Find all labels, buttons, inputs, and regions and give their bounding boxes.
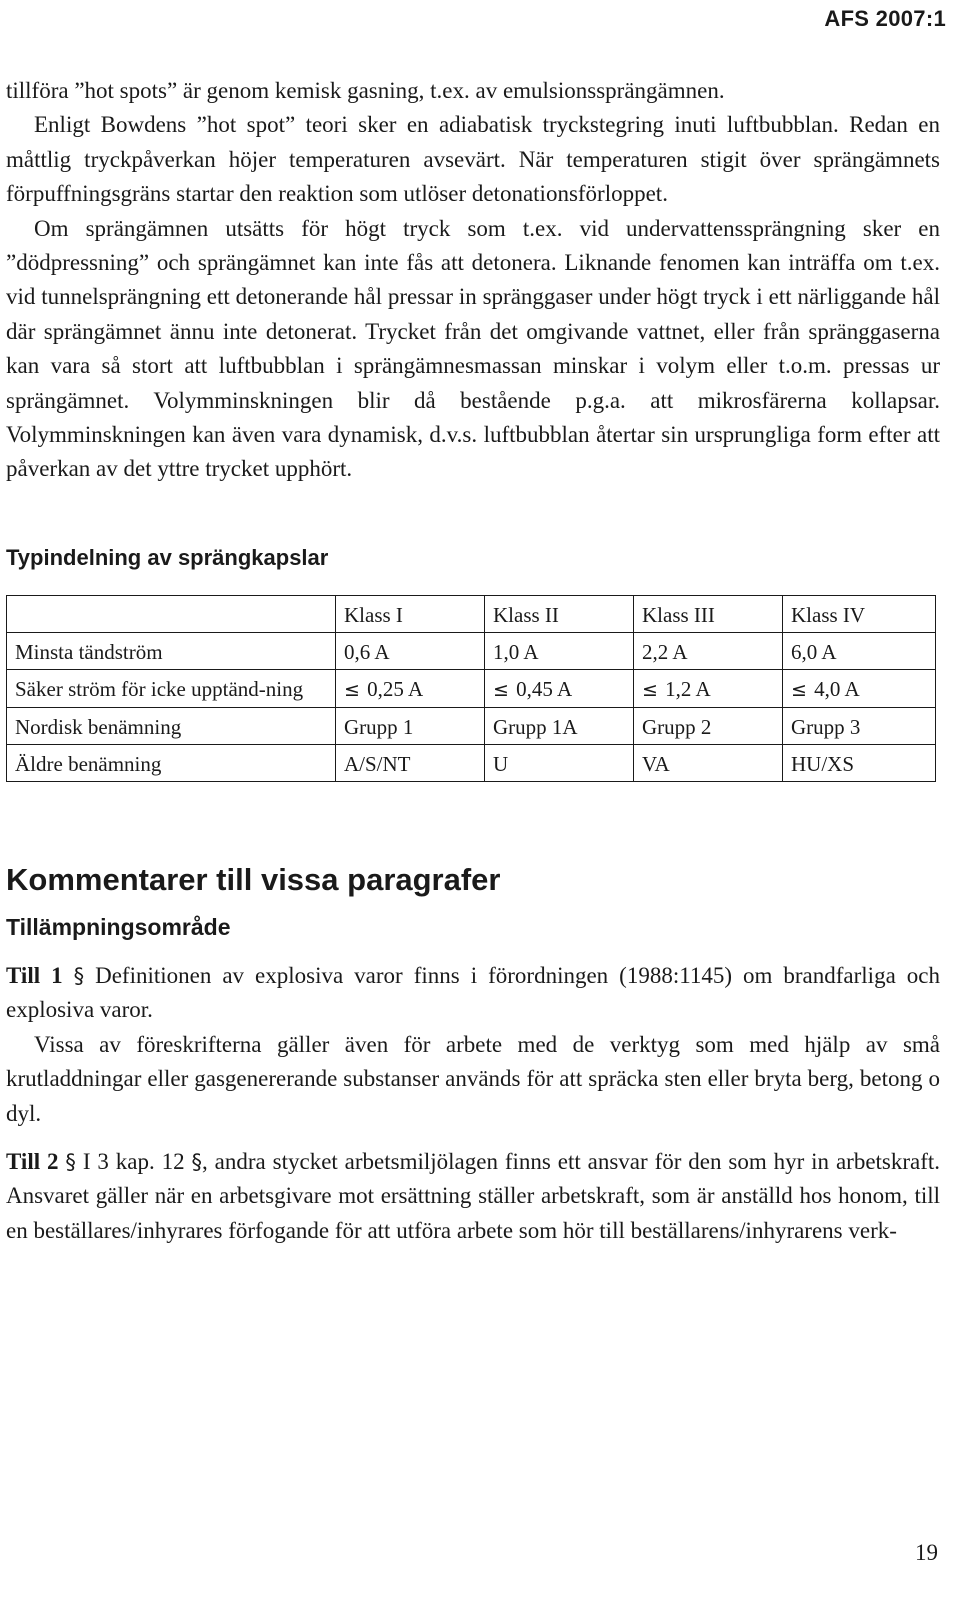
- row-label: Äldre benämning: [7, 744, 336, 781]
- table-header-cell: Klass II: [485, 595, 634, 632]
- row-label: [7, 669, 336, 707]
- paragraph-sign-icon: §: [65, 1149, 76, 1174]
- table-section-title: Typindelning av sprängkapslar: [6, 544, 329, 570]
- row-label: Minsta tändström: [7, 632, 336, 669]
- table-header-corner: [7, 595, 336, 632]
- till-2-label: Till 2: [6, 1148, 59, 1174]
- till-1-label: Till 1: [6, 962, 63, 988]
- till-1-paragraph-2: Vissa av föreskrifterna gäller även för arbete med de verktyg som med hjälp av små krutladdningar eller gasgenererande substanser används för att spräcka sten eller bryta berg, betong o dyl.: [6, 1031, 940, 1126]
- table-cell: [485, 669, 634, 707]
- till-1-paragraph: [6, 959, 940, 1028]
- intro-paragraph-3: Om sprängämnen utsätts för högt tryck som t.ex. vid undervattenssprängning sker en ”dödpressning” och sprängämnet kan inte fås att detonera. Liknande fenomen kan inträffa om t.ex. vid tunnelsprängning ett detonerande hål pressar in spränggaser under högt tryck i ett närliggande hål där sprängämnet ännu inte detonerat. Trycket från det omgivande vattnet, eller från spränggaserna kan vara så stort att luftbubblan i sprängämnesmassan minskar i volym eller t.o.m. pressas ur sprängämnet. Volymminskningen blir då bestående p.g.a. att mikrosfärerna kollapsar. Volymminskningen kan även vara dynamisk, d.v.s. luftbubblan återtar sin ursprungliga form efter att påverkan av det yttre trycket upphört.: [6, 215, 940, 482]
- table-row: [7, 669, 936, 707]
- paragraph-sign-icon: §: [191, 1149, 203, 1174]
- less-or-equal-icon: ≤: [642, 678, 658, 701]
- document-id: AFS 2007:1: [824, 6, 946, 31]
- cell-value: 0,25 A: [367, 676, 424, 701]
- till-2-paragraph: [6, 1145, 940, 1248]
- cell-value: 4,0 A: [814, 676, 860, 701]
- row-label-text: Säker ström för icke upptänd-ning: [15, 676, 304, 701]
- table-cell: 6,0 A: [783, 632, 936, 669]
- table-cell: 2,2 A: [634, 632, 783, 669]
- scope-subheading: Tillämpningsområde: [6, 913, 231, 940]
- detonator-class-table: [6, 595, 936, 782]
- table-cell: [634, 669, 783, 707]
- cell-value: 1,2 A: [665, 676, 711, 701]
- table-row: [7, 707, 936, 744]
- row-label: Nordisk benämning: [7, 707, 336, 744]
- table-cell: Grupp 1A: [485, 707, 634, 744]
- table-row: [7, 744, 936, 781]
- table-cell: 1,0 A: [485, 632, 634, 669]
- till-2-text-start: I 3 kap. 12: [82, 1148, 185, 1174]
- paragraph-sign-icon: §: [73, 963, 85, 988]
- table-header-cell: Klass I: [336, 595, 485, 632]
- table-cell: A/S/NT: [336, 744, 485, 781]
- table-row: [7, 632, 936, 669]
- table-header-row: [7, 595, 936, 632]
- intro-paragraph-2: Enligt Bowdens ”hot spot” teori sker en adiabatisk tryckstegring inuti luftbubblan. Redan en måttlig tryckpåverkan höjer temperaturen avsevärt. När temperaturen stigit över sprängämnets förpuffningsgräns startar den reaktion som utlöser detonationsförloppet.: [6, 112, 940, 207]
- cell-value: 0,45 A: [516, 676, 573, 701]
- table-cell: HU/XS: [783, 744, 936, 781]
- table-cell: Grupp 3: [783, 707, 936, 744]
- table-cell: [336, 669, 485, 707]
- intro-paragraph-1: tillföra ”hot spots” är genom kemisk gasning, t.ex. av emulsionssprängämnen.: [6, 78, 725, 103]
- table-cell: [783, 669, 936, 707]
- table-cell: VA: [634, 744, 783, 781]
- comments-heading: Kommentarer till vissa paragrafer: [6, 861, 501, 897]
- table-cell: U: [485, 744, 634, 781]
- table-cell: Grupp 1: [336, 707, 485, 744]
- table-header-cell: Klass IV: [783, 595, 936, 632]
- page-number: 19: [915, 1540, 938, 1565]
- less-or-equal-icon: ≤: [344, 678, 360, 701]
- table-header-cell: Klass III: [634, 595, 783, 632]
- table-cell: Grupp 2: [634, 707, 783, 744]
- till-1-text: Definitionen av explosiva varor finns i förordningen (1988:1145) om brandfarliga och explosiva varor.: [6, 962, 940, 1023]
- till-2-text-end: , andra stycket arbetsmiljölagen finns ett ansvar för den som hyr in arbetskraft. Ansvaret gäller när en arbetsgivare mot ersättning ställer arbetskraft, som är anställd hos honom, till en beställares/inhyrares förfogande för att utföra arbete som hör till beställarens/inhyrarens verk-: [6, 1148, 941, 1243]
- page-body: [6, 74, 940, 1248]
- less-or-equal-icon: ≤: [791, 678, 807, 701]
- less-or-equal-icon: ≤: [493, 678, 509, 701]
- table-cell: 0,6 A: [336, 632, 485, 669]
